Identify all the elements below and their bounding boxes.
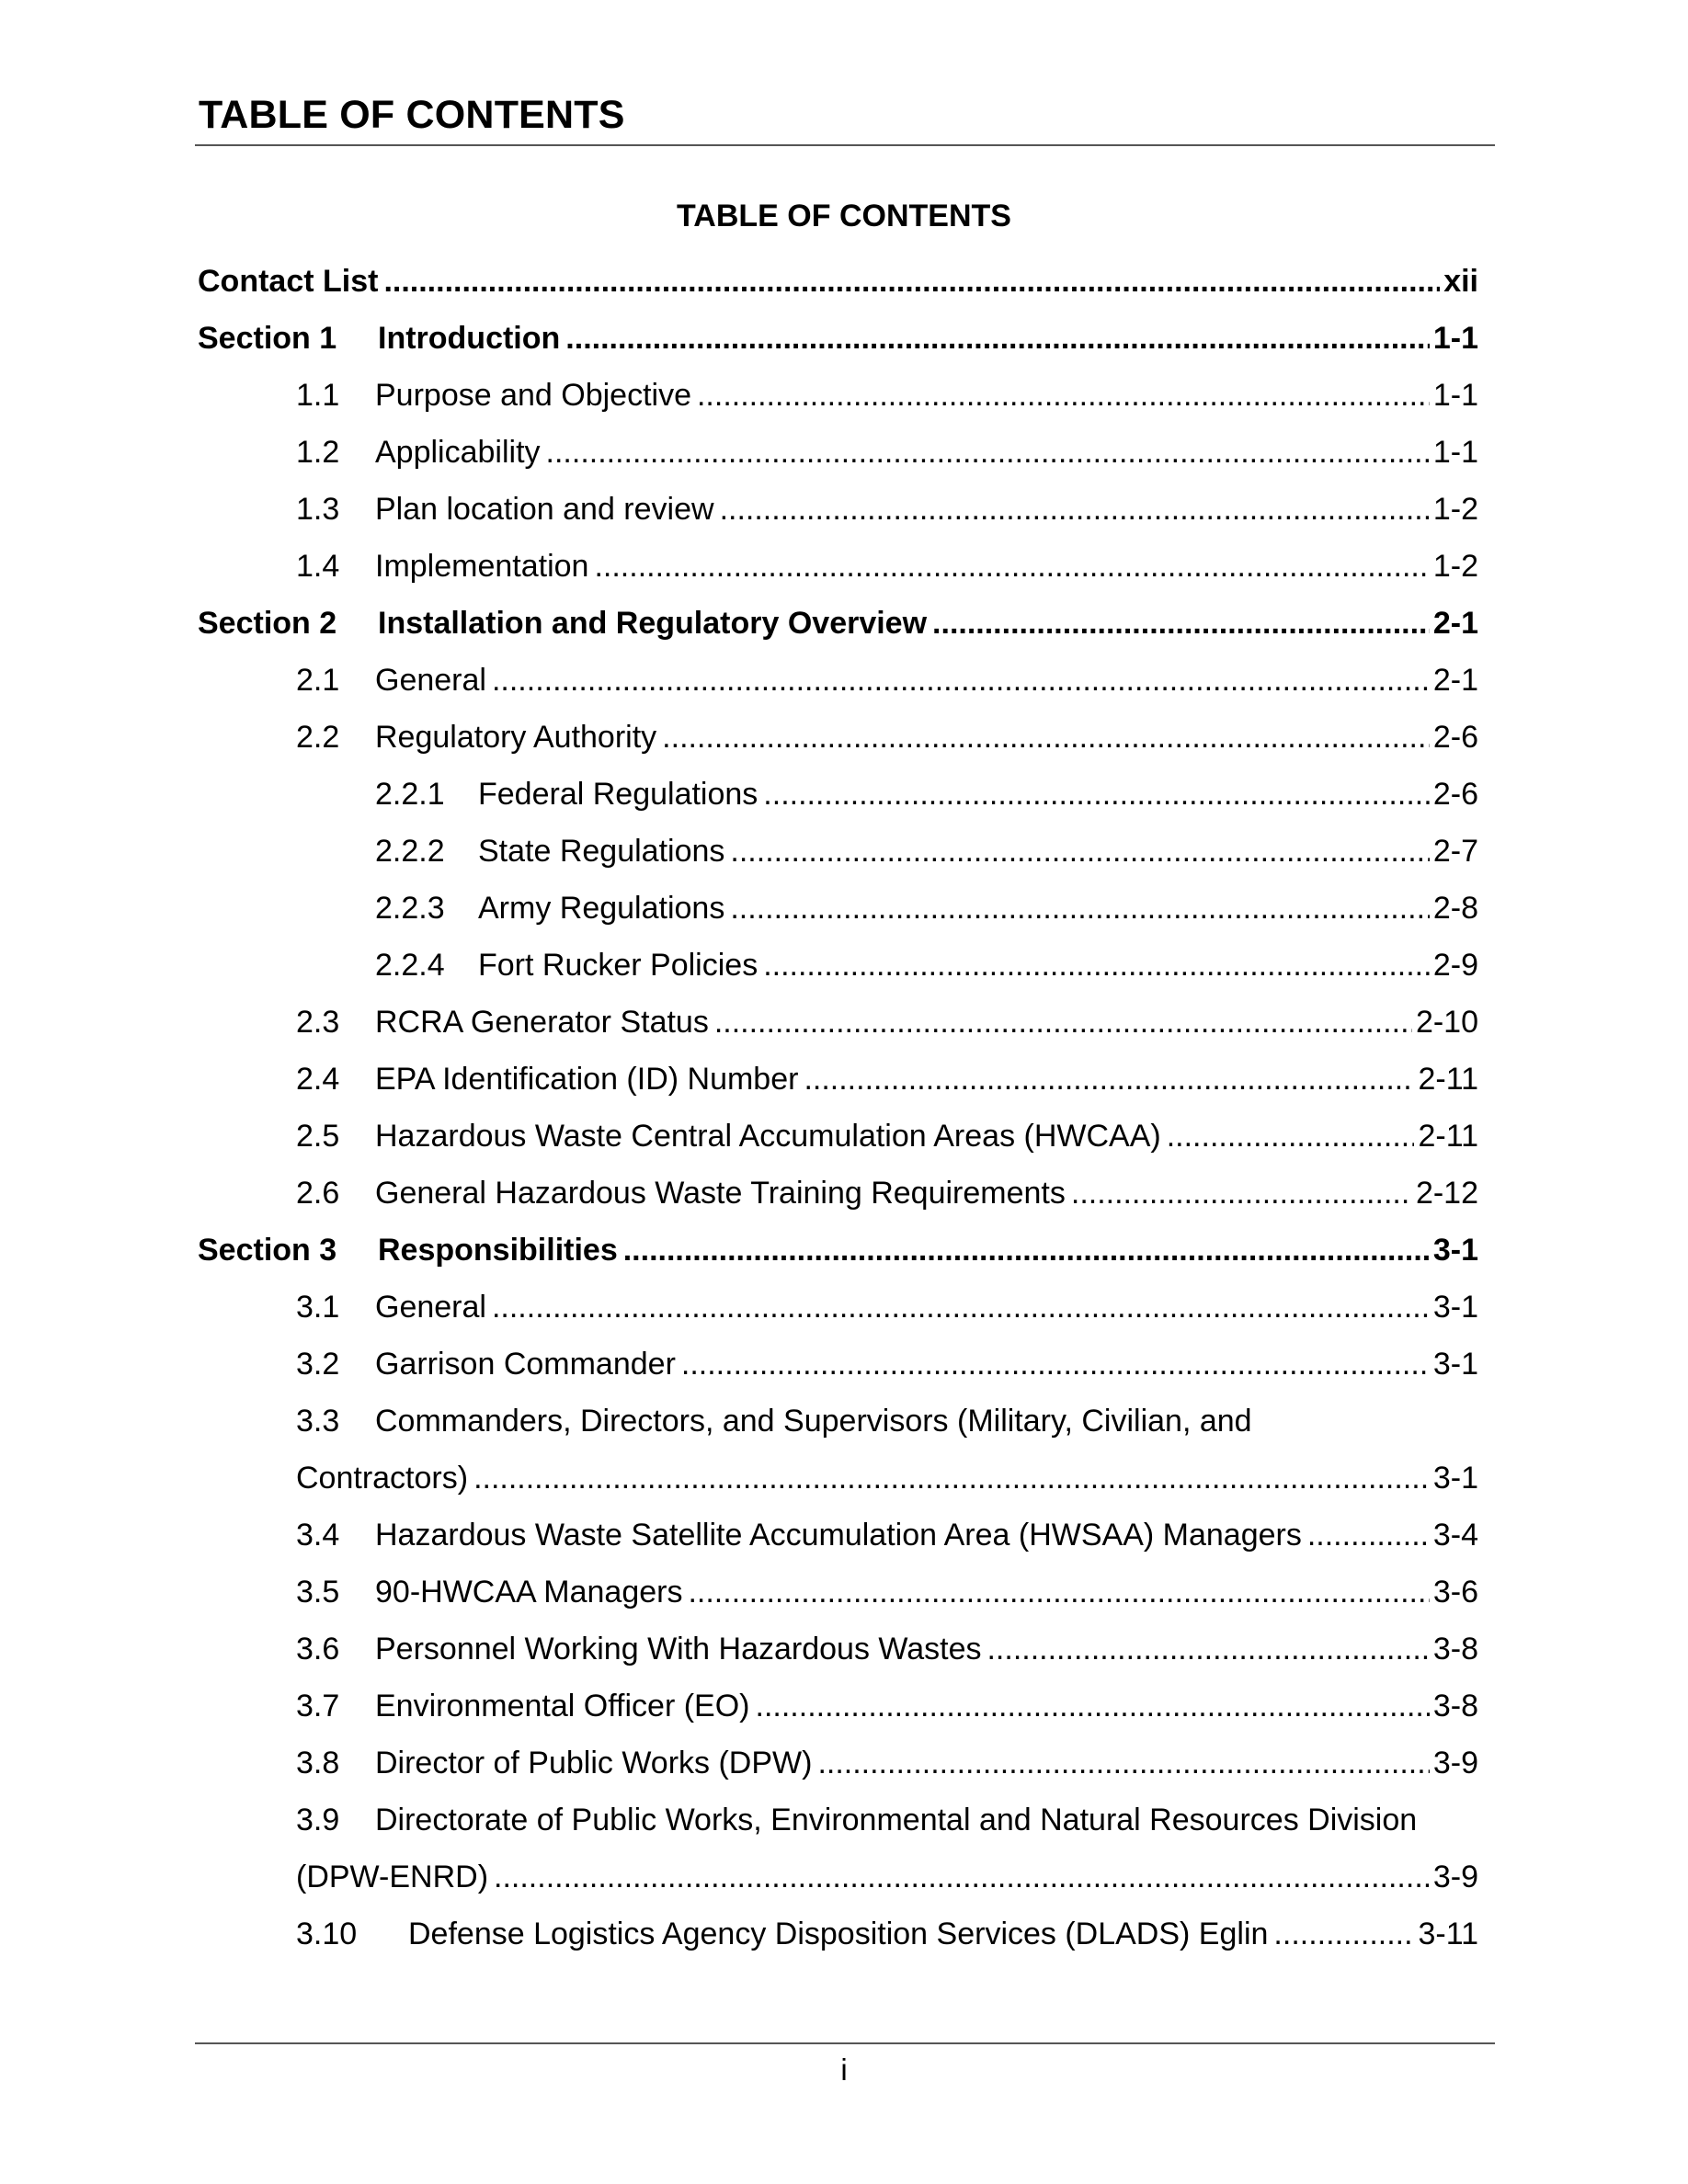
toc-entry-2-1[interactable] [296, 652, 1478, 709]
toc-leader-dots [987, 1633, 1429, 1665]
toc-entry-1-1[interactable] [296, 367, 1478, 424]
toc-entry-number: 3.3 [296, 1404, 340, 1439]
toc-entry-page: 2-11 [1418, 1062, 1478, 1097]
toc-entry-title: Environmental Officer (EO) [375, 1689, 750, 1723]
toc-leader-dots [804, 1064, 1414, 1095]
toc-leader-dots [494, 1861, 1430, 1893]
toc-entry-3-2[interactable] [296, 1336, 1478, 1393]
toc-entry-title: General Hazardous Waste Training Requirements [375, 1176, 1066, 1211]
toc-entry-section-3[interactable] [198, 1222, 1478, 1279]
toc-entry-number: 3.10 [296, 1917, 358, 1951]
toc-entry-number: 3.8 [296, 1746, 340, 1780]
toc-entry-number: 3.6 [296, 1632, 340, 1666]
toc-entry-3-3[interactable] [296, 1393, 1478, 1450]
toc-leader-dots [681, 1348, 1430, 1380]
toc-leader-dots [594, 551, 1429, 582]
header-divider [195, 144, 1495, 146]
toc-leader-dots [763, 779, 1430, 810]
toc-entry-page: 2-6 [1432, 720, 1478, 755]
toc-entry-2-2-1[interactable] [375, 766, 1478, 823]
toc-entry-page: 3-1 [1432, 1461, 1478, 1496]
toc-leader-dots [1167, 1120, 1415, 1152]
toc-entry-title: Responsibilities [378, 1233, 618, 1268]
toc-entry-3-5[interactable] [296, 1564, 1478, 1621]
toc-entry-page: 1-1 [1432, 378, 1478, 413]
toc-entry-number: 3.1 [296, 1290, 340, 1325]
toc-entry-1-3[interactable] [296, 481, 1478, 538]
toc-entry-title: Personnel Working With Hazardous Wastes [375, 1632, 982, 1666]
toc-leader-dots [763, 950, 1430, 981]
toc-entry-page: 2-6 [1432, 777, 1478, 812]
toc-entry-page: 1-2 [1432, 492, 1478, 527]
toc-leader-dots [546, 437, 1430, 468]
toc-entry-page: 3-8 [1432, 1689, 1478, 1723]
toc-entry-title: Army Regulations [478, 891, 725, 926]
toc-entry-3-10[interactable] [296, 1905, 1478, 1962]
toc-entry-number: 1.2 [296, 435, 340, 470]
toc-entry-title: Applicability [375, 435, 541, 470]
toc-entry-page: 2-1 [1432, 663, 1478, 698]
toc-leader-dots [697, 380, 1430, 411]
toc-leader-dots [730, 893, 1430, 924]
toc-entry-3-7[interactable] [296, 1678, 1478, 1735]
toc-entry-title: General [375, 1290, 486, 1325]
toc-entry-title: Garrison Commander [375, 1347, 676, 1382]
toc-leader-dots [473, 1462, 1430, 1494]
toc-entry-number: 2.2 [296, 720, 340, 755]
toc-entry-number: 3.7 [296, 1689, 340, 1723]
toc-entry-title: Contact List [198, 264, 379, 299]
toc-entry-number: 2.2.1 [375, 777, 445, 812]
toc-entry-number: 3.4 [296, 1518, 340, 1553]
toc-entry-2-5[interactable] [296, 1108, 1478, 1165]
toc-entry-number: 2.3 [296, 1005, 340, 1040]
toc-entry-number: 2.2.2 [375, 834, 445, 869]
toc-entry-number: Section 1 [198, 321, 337, 356]
toc-entry-2-3[interactable] [296, 994, 1478, 1051]
toc-entry-number: 2.2.4 [375, 948, 445, 983]
toc-entry-title: Defense Logistics Agency Disposition Services (DLADS) Eglin [408, 1917, 1269, 1951]
toc-entry-3-4[interactable] [296, 1507, 1478, 1564]
toc-entry-2-4[interactable] [296, 1051, 1478, 1108]
toc-leader-dots [383, 266, 1440, 297]
toc-entry-title: State Regulations [478, 834, 725, 869]
toc-entry-page: 3-9 [1432, 1746, 1478, 1780]
toc-entry-page: 3-8 [1432, 1632, 1478, 1666]
toc-entry-title: RCRA Generator Status [375, 1005, 709, 1040]
toc-leader-dots [662, 722, 1430, 753]
toc-leader-dots [623, 1234, 1430, 1266]
toc-entry-3-9-continued[interactable] [296, 1848, 1478, 1905]
toc-entry-title: 90-HWCAA Managers [375, 1575, 683, 1610]
toc-entry-section-1[interactable] [198, 310, 1478, 367]
toc-entry-title: Hazardous Waste Central Accumulation Areas (HWCAA) [375, 1119, 1161, 1154]
toc-entry-number: 1.4 [296, 549, 340, 584]
toc-entry-page: 2-11 [1418, 1119, 1478, 1154]
toc-leader-dots [565, 323, 1430, 354]
toc-entry-page: 3-4 [1432, 1518, 1478, 1553]
toc-entry-title: Implementation [375, 549, 589, 584]
toc-entry-page: 2-8 [1432, 891, 1478, 926]
toc-entry-3-9[interactable] [296, 1792, 1478, 1848]
toc-entry-title: Directorate of Public Works, Environmental and Natural Resources Division [375, 1803, 1418, 1837]
toc-entry-title: General [375, 663, 486, 698]
toc-entry-3-1[interactable] [296, 1279, 1478, 1336]
toc-entry-page: 3-6 [1432, 1575, 1478, 1610]
toc-leader-dots [492, 1291, 1430, 1323]
toc-entry-page: 1-1 [1432, 321, 1478, 356]
toc-entry-2-2-4[interactable] [375, 937, 1478, 994]
toc-entry-number: 2.2.3 [375, 891, 445, 926]
toc-leader-dots [714, 1007, 1412, 1038]
toc-leader-dots [688, 1576, 1429, 1608]
toc-entry-page: 2-12 [1415, 1176, 1478, 1211]
toc-entry-section-2[interactable] [198, 595, 1478, 652]
toc-entry-number: 1.3 [296, 492, 340, 527]
toc-entry-number: 2.6 [296, 1176, 340, 1211]
toc-entry-page: 3-9 [1432, 1860, 1478, 1894]
toc-entry-title: Introduction [378, 321, 561, 356]
footer-divider [195, 2042, 1495, 2044]
toc-entry-page: 3-1 [1432, 1233, 1478, 1268]
toc-entry-title-continued: (DPW-ENRD) [296, 1860, 489, 1894]
toc-entry-2-2[interactable] [296, 709, 1478, 766]
page-number: i [840, 2053, 848, 2087]
toc-entry-number: Section 3 [198, 1233, 337, 1268]
toc-entry-contact-list[interactable] [198, 253, 1478, 310]
toc-entry-title: Purpose and Objective [375, 378, 691, 413]
toc-entry-number: 3.9 [296, 1803, 340, 1837]
toc-entry-title: Hazardous Waste Satellite Accumulation Area (HWSAA) Managers [375, 1518, 1302, 1553]
toc-entry-number: 3.2 [296, 1347, 340, 1382]
toc-entry-title: Regulatory Authority [375, 720, 657, 755]
toc-entry-page: 2-1 [1432, 606, 1478, 641]
toc-entry-page: 3-11 [1418, 1917, 1478, 1951]
toc-entry-number: 2.4 [296, 1062, 340, 1097]
toc-entry-title: Director of Public Works (DPW) [375, 1746, 813, 1780]
toc-entry-number: 1.1 [296, 378, 340, 413]
toc-entry-title-continued: Contractors) [296, 1461, 469, 1496]
toc-entry-page: 1-1 [1432, 435, 1478, 470]
toc-leader-dots [492, 665, 1430, 696]
toc-entry-page: xii [1443, 264, 1478, 299]
toc-heading: TABLE OF CONTENTS [677, 199, 1011, 233]
toc-entry-2-2-3[interactable] [375, 880, 1478, 937]
toc-entry-page: 1-2 [1432, 549, 1478, 584]
toc-leader-dots [932, 608, 1430, 639]
toc-leader-dots [730, 836, 1429, 867]
toc-entry-title: Plan location and review [375, 492, 714, 527]
toc-leader-dots [1273, 1918, 1414, 1950]
toc-leader-dots [1307, 1519, 1430, 1551]
page-header-title: TABLE OF CONTENTS [199, 93, 625, 137]
toc-entry-3-8[interactable] [296, 1735, 1478, 1792]
toc-entry-page: 3-1 [1432, 1290, 1478, 1325]
toc-entry-page: 2-7 [1432, 834, 1478, 869]
toc-entry-page: 3-1 [1432, 1347, 1478, 1382]
toc-entry-1-4[interactable] [296, 538, 1478, 595]
toc-leader-dots [1071, 1177, 1412, 1209]
toc-entry-page: 2-10 [1415, 1005, 1478, 1040]
toc-entry-2-6[interactable] [296, 1165, 1478, 1222]
toc-entry-number: 3.5 [296, 1575, 340, 1610]
toc-entry-title: Commanders, Directors, and Supervisors (Military, Civilian, and [375, 1404, 1252, 1439]
toc-leader-dots [756, 1690, 1430, 1722]
toc-leader-dots [817, 1747, 1429, 1779]
toc-entry-page: 2-9 [1432, 948, 1478, 983]
toc-leader-dots [720, 494, 1430, 525]
toc-entry-title: Fort Rucker Policies [478, 948, 758, 983]
toc-entry-2-2-2[interactable] [375, 823, 1478, 880]
toc-entry-title: Federal Regulations [478, 777, 758, 812]
toc-entry-1-2[interactable] [296, 424, 1478, 481]
toc-entry-title: Installation and Regulatory Overview [378, 606, 928, 641]
toc-entry-3-3-continued[interactable] [296, 1450, 1478, 1507]
toc-entry-number: 2.1 [296, 663, 340, 698]
toc-entry-number: 2.5 [296, 1119, 340, 1154]
toc-entry-number: Section 2 [198, 606, 337, 641]
toc-entry-3-6[interactable] [296, 1621, 1478, 1678]
toc-entry-title: EPA Identification (ID) Number [375, 1062, 799, 1097]
